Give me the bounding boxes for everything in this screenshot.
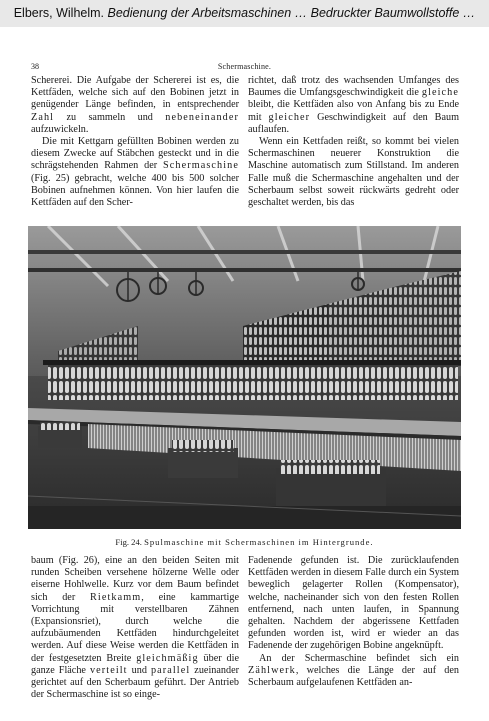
text-run: aufzuwickeln. <box>31 123 89 135</box>
text-run: zu sammeln und <box>54 111 166 123</box>
paragraph <box>31 75 239 136</box>
text-run: An der Schermaschine befindet sich ein <box>259 652 459 664</box>
emphasis-text: nebeneinander <box>165 111 239 123</box>
text-run: baum (Fig. 26), eine an den beiden Seiten mit runden Scheiben versehene hölzerne Welle oder eiserne Hohlwelle. Kurz vor dem Baum befindet sich der <box>31 555 239 603</box>
text-run: Geschwindigkeit auf den Baum auflaufen. <box>248 111 459 135</box>
emphasis-text: Zahl <box>31 111 55 123</box>
emphasis-text: parallel <box>150 664 191 676</box>
text-run: und <box>127 664 151 676</box>
text-run: , welches die Länge der auf den Scherbaum aufgelaufenen Kettfäden an- <box>248 664 459 689</box>
running-head: Schermaschine. <box>217 62 272 71</box>
column-top-left <box>31 75 239 209</box>
text-run: richtet, daß trotz des wachsenden Umfanges des Baumes die Umfangsgeschwindigkeit die <box>248 75 459 99</box>
emphasis-text: gleiche <box>421 87 459 99</box>
emphasis-text: Schermaschine <box>163 160 239 172</box>
banner-text <box>0 6 489 20</box>
column-bottom-left <box>31 555 239 701</box>
caption-text: Spulmaschine mit Schermaschinen im Hintergrunde. <box>144 537 374 547</box>
banner-author: Elbers, Wilhelm. <box>13 6 105 20</box>
column-bottom-right <box>248 555 459 689</box>
text-run: zueinander gerichtet auf den Scherbaum geführt. Der Antrieb der Schermaschine ist so einge- <box>31 664 239 701</box>
emphasis-text: gleicher <box>268 111 311 123</box>
emphasis-text: gleichmäßig <box>136 652 199 664</box>
banner-title: Bedienung der Arbeitsmaschinen … Bedruckter Baumwollstoffe … <box>107 6 476 20</box>
text-run: (Fig. 25) gebracht, welche 400 bis 500 solcher Bobinen aufnehmen können. Von hier laufen die Kettfäden auf den Scher- <box>31 172 239 209</box>
figure-photo-spooling-machine <box>28 226 461 529</box>
text-run: Die mit Kettgarn gefüllten Bobinen werden zu diesem Zwecke auf Stäbchen gesteckt und in die schrägstehenden Rahmen der <box>31 136 239 172</box>
photo-illustration <box>28 226 461 529</box>
figure-caption <box>0 537 489 547</box>
text-run: Wenn ein Kettfaden reißt, so kommt bei vielen Schermaschinen neuerer Konstruktion die Maschine automatisch zum Stillstand. Im anderen Falle muß die Schermaschine angehalten und der Scherbaum selbst soweit rückwärts gedreht oder geschaltet werden, bis das <box>248 136 459 209</box>
paragraph <box>248 653 459 690</box>
column-top-right <box>248 75 459 209</box>
paragraph <box>31 555 239 701</box>
text-run: bleibt, die Kettfäden also von Anfang bis zu Ende mit <box>248 99 459 123</box>
title-banner <box>0 0 489 27</box>
text-run: Schererei. Die Aufgabe der Schererei ist es, die Kettfäden, welche sich auf den Bobinen jetzt in genügender Länge befinden, in entsprechender <box>31 75 239 111</box>
caption-label: Fig. 24. <box>115 537 142 547</box>
page-number: 38 <box>31 62 39 71</box>
emphasis-text: Rietkamm <box>90 591 142 603</box>
text-run: , eine kammartige Vorrichtung mit verstellbaren Zähnen (Expansionsriet), durch welche die aufzubäumenden Kettfäden hindurchgeleitet werden. Auf diese Weise werden die Kettfäden in der festgesetzten Breite <box>31 591 239 664</box>
emphasis-text: verteilt <box>89 664 128 676</box>
text-run: Fadenende gefunden ist. Die zurücklaufenden Kettfäden werden in diesem Falle durch ein System beweglich gelagerter Rollen (Kompensator), welche, nacheinander sich von den festen Rollen entfernend, nach unten laufen, in Spannung gehalten. Nachdem der abgerissene Kettfaden gefunden worden ist, wird er wieder an das Fadenende der zugehörigen Bobine angeknüpft. <box>248 555 459 652</box>
paragraph <box>248 555 459 653</box>
text-run: über die ganze Fläche <box>31 652 239 676</box>
paragraph <box>31 136 239 209</box>
paragraph <box>248 136 459 209</box>
emphasis-text: Zählwerk <box>248 664 296 676</box>
paragraph <box>248 75 459 136</box>
